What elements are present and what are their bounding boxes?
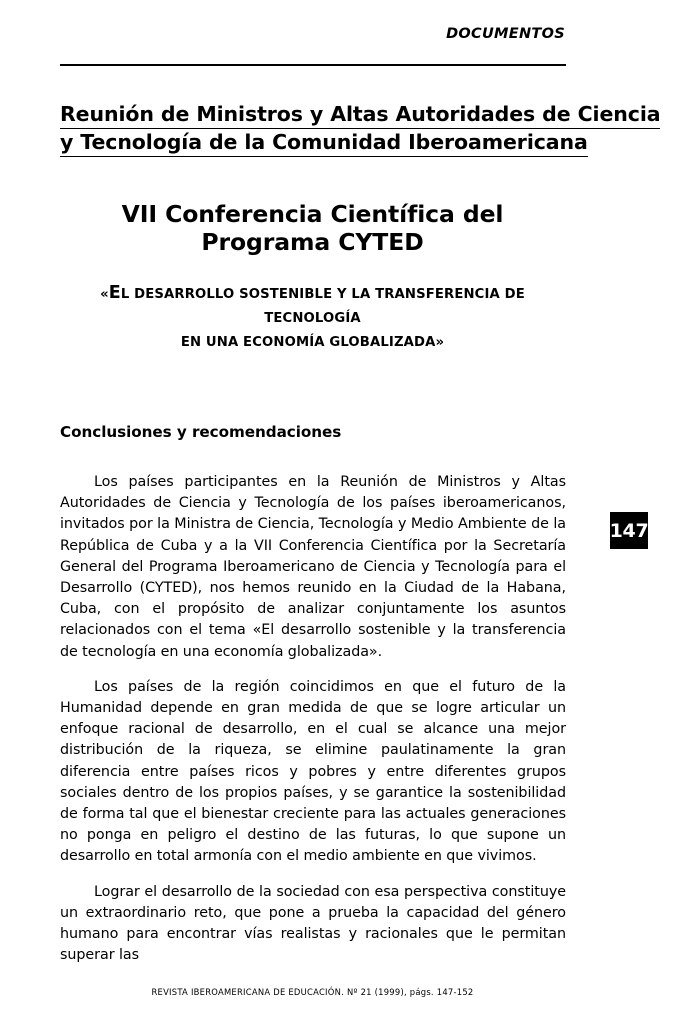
- footer-citation: REVISTA IBEROAMERICANA DE EDUCACIÓN. Nº 21 (1999), págs. 147-152: [151, 987, 474, 997]
- document-title-line-1-text: Reunión de Ministros y Altas Autoridades de Ciencia: [60, 101, 660, 129]
- paragraph: Los países participantes en la Reunión de Ministros y Altas Autoridades de Ciencia y Tecnología de los países iberoamericanos, invitados por la Ministra de Ciencia, Tecnología y Medio Ambiente de la República de Cuba y a la VII Conferencia Científica por la Secretaría General del Programa Iberoamericano de Ciencia y Tecnología para el Desarrollo (CYTED), nos hemos reunido en la Ciudad de la Habana, Cuba, con el propósito de analizar conjuntamente los asuntos relacionados con el tema «El desarrollo sostenible y la transferencia de tecnología en una economía globalizada».: [60, 474, 566, 660]
- paragraph: Los países de la región coincidimos en que el futuro de la Humanidad depende en gran medida de que se logre articular un enfoque racional de desarrollo, en el cual se alcance una mejor distribución de la riqueza, se elimine paulatinamente la gran diferencia entre países ricos y pobres y entre diferentes grupos sociales dentro de los propios países, y se garantice la sostenibilidad de forma tal que el bienestar creciente para las actuales generaciones no ponga en peligro el destino de las futuras, lo que supone un desarrollo en total armonía con el medio ambiente en que vivimos.: [60, 678, 566, 865]
- paragraph: Lograr el desarrollo de la sociedad con esa perspectiva constituye un extraordinario reto, que pone a prueba la capacidad del género humano para encontrar vías realistas y racionales que le permitan superar las: [60, 883, 566, 964]
- section-heading: Conclusiones y recomendaciones: [60, 423, 342, 441]
- document-title-line-2: [60, 129, 588, 157]
- theme-open-quote: «: [100, 287, 109, 302]
- running-head: DOCUMENTOS: [446, 26, 565, 42]
- conference-title: VII Conferencia Científica del Programa CYTED: [121, 200, 504, 256]
- theme-quote-line-1: [60, 283, 565, 331]
- theme-quote-line-2: EN UNA ECONOMÍA GLOBALIZADA»: [180, 335, 445, 350]
- page-number-badge: 147: [610, 512, 648, 549]
- theme-line-1-rest: L DESARROLLO SOSTENIBLE Y LA TRANSFERENCIA DE TECNOLOGÍA: [120, 287, 525, 326]
- theme-quote: [60, 283, 565, 355]
- document-title-line-2-text: y Tecnología de la Comunidad Iberoamericana: [60, 129, 588, 157]
- body-text-column: [60, 472, 566, 966]
- document-title-line-1: [60, 101, 661, 129]
- header-rule: [60, 64, 566, 66]
- document-title: [60, 101, 661, 157]
- theme-drop-cap: E: [108, 283, 121, 303]
